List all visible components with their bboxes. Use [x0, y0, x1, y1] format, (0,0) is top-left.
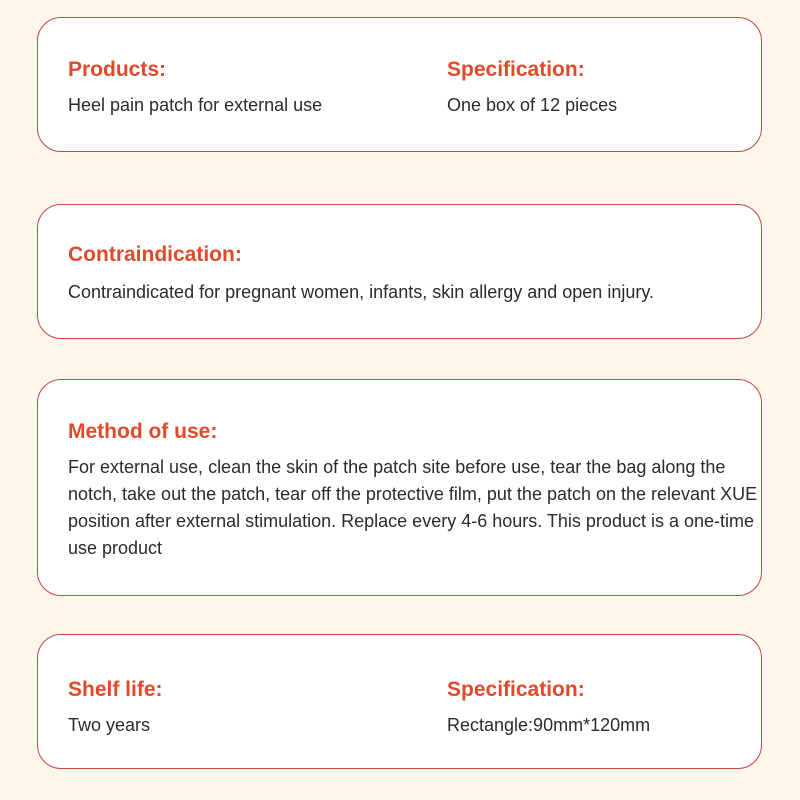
contraindication-card: [37, 204, 762, 339]
specification-size-heading: Specification:: [447, 678, 585, 701]
shelf-life-card: [37, 634, 762, 769]
shelf-life-value: Two years: [68, 715, 151, 735]
specification-box-heading: Specification:: [447, 58, 585, 81]
specification-size-value: Rectangle:90mm*120mm: [447, 715, 651, 735]
contraindication-heading: Contraindication:: [68, 243, 242, 266]
method-of-use-text: For external use, clean the skin of the patch site before use, tear the bag along the notch, take out the patch, tear off the protective film, put the patch on the relevant XUE position after external stimulation. Replace every 4-6 hours. This product is a one-time use product: [68, 457, 758, 558]
products-heading: Products:: [68, 58, 167, 81]
products-card: [37, 17, 762, 152]
method-of-use-heading: Method of use:: [68, 420, 218, 443]
products-value: Heel pain patch for external use: [68, 95, 323, 115]
contraindication-value: Contraindicated for pregnant women, infants, skin allergy and open injury.: [68, 282, 655, 302]
shelf-life-heading: Shelf life:: [68, 678, 163, 701]
method-of-use-card: [37, 379, 762, 596]
specification-box-value: One box of 12 pieces: [447, 95, 618, 115]
